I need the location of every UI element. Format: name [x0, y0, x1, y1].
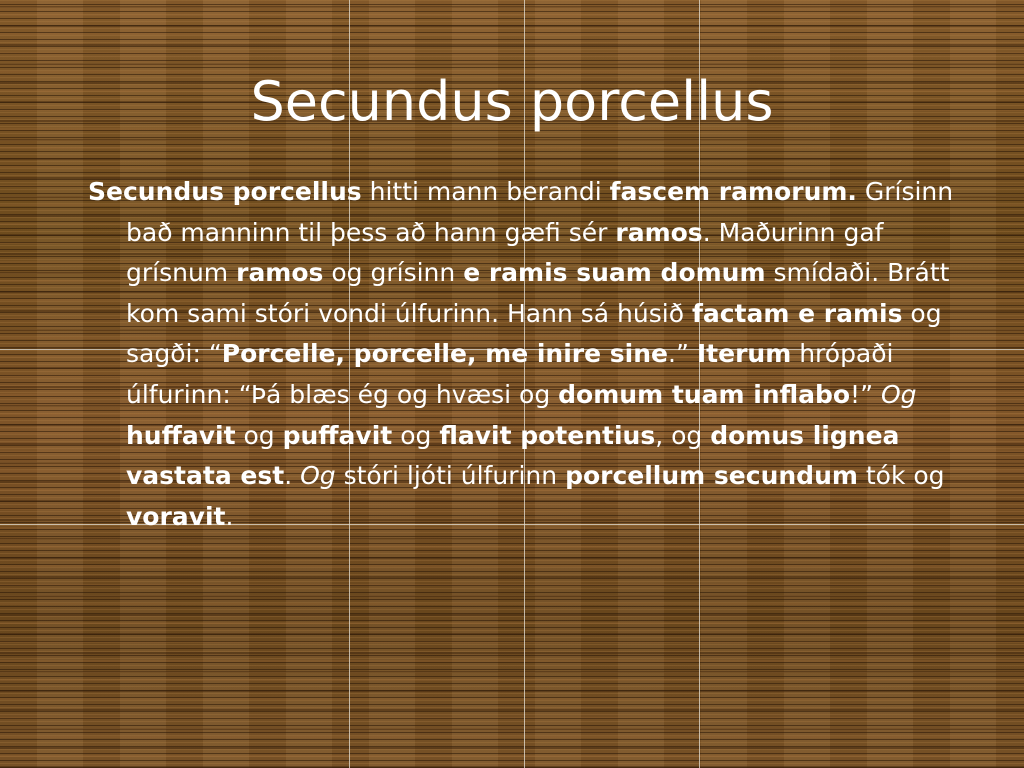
latin-phrase: factam e ramis	[691, 298, 903, 328]
body-text-run: hrópaði úlfurinn: “Þá blæs ég og hvæsi og	[126, 339, 894, 409]
latin-phrase: puffavit	[282, 420, 393, 450]
latin-phrase: huffavit	[126, 420, 236, 450]
slide-title: Secundus porcellus	[250, 70, 774, 133]
body-text-run: hitti mann berandi	[361, 177, 610, 206]
body-text-run: Grísinn bað manninn til þess að hann gæfi sér	[126, 177, 954, 247]
latin-phrase: ramos	[236, 258, 324, 288]
latin-phrase: flavit potentius	[439, 420, 656, 450]
body-text-run: og grísinn	[323, 258, 464, 288]
latin-phrase: domum tuam inflabo	[558, 379, 851, 409]
body-text-run: og sagði: “	[126, 298, 942, 369]
body-text-run: og	[392, 420, 440, 450]
body-text-run: !”	[850, 379, 881, 409]
italic-text: Og	[300, 461, 336, 491]
latin-phrase: domus lignea vastata est	[126, 420, 900, 491]
italic-text: Og	[880, 379, 917, 409]
latin-phrase: Porcelle, porcelle, me inire sine	[221, 339, 668, 369]
body-text-run: .	[284, 461, 301, 491]
latin-phrase: e ramis suam domum	[463, 258, 766, 288]
body-text-run: , og	[655, 420, 711, 450]
body-text-run: tók og	[857, 461, 945, 491]
latin-phrase: Secundus porcellus	[88, 177, 362, 206]
latin-phrase: fascem ramorum.	[609, 177, 857, 206]
body-text-run: . Maðurinn gaf grísnum	[126, 217, 884, 288]
latin-phrase: Iterum	[696, 339, 792, 369]
body-text-run: og	[235, 420, 283, 450]
latin-phrase: porcellum secundum	[565, 461, 858, 491]
latin-phrase: ramos	[615, 217, 703, 247]
slide-body-paragraph	[88, 172, 976, 537]
body-text-run: stóri ljóti úlfurinn	[335, 461, 566, 491]
body-text-run: .	[225, 501, 234, 531]
body-text-run: .”	[668, 339, 697, 369]
latin-phrase: voravit	[126, 501, 226, 531]
body-text-run: smídaði. Brátt kom sami stóri vondi úlfurinn. Hann sá húsið	[126, 258, 950, 328]
